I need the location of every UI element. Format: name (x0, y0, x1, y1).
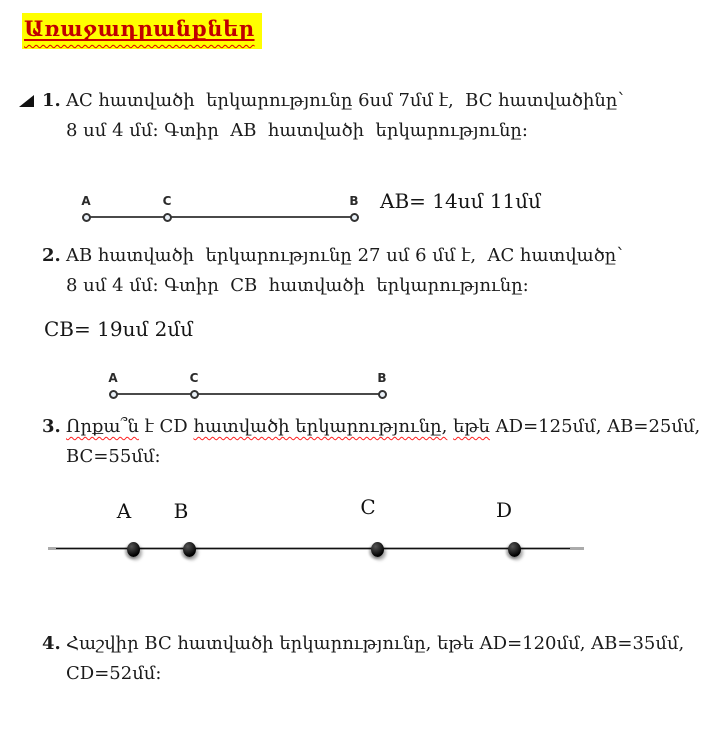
problem-4-line-2 (66, 659, 684, 689)
misspelled-word: Որքա՞ն (66, 416, 139, 437)
diagram-2-label-a: A (108, 371, 118, 385)
diagram-1-point-a-icon (82, 213, 91, 222)
diagram-1-point-c-icon (163, 213, 172, 222)
diagram-2-line (113, 393, 382, 395)
diagram-2-label-c: C (189, 371, 199, 385)
title-highlight (22, 13, 262, 49)
problem-1-number: 1. (42, 90, 61, 111)
problem-2-text-1: AB հատվածի երկարությունը 27 սմ 6 մմ է, AC հատվածը՝ (66, 245, 623, 266)
problem-3-line-1 (42, 412, 700, 442)
diagram-2-point-c-icon (190, 390, 199, 399)
problem-4-number: 4. (42, 633, 61, 654)
plain-text: AD=125մմ, AB=25մմ, (489, 416, 701, 437)
diagram-3-point-a-icon (127, 542, 140, 557)
answer-2: CB= 19սմ 2մմ (44, 317, 194, 341)
list-marker-triangle-icon (19, 92, 34, 104)
problem-2-line-1 (42, 241, 623, 271)
diagram-2-label-b: B (377, 371, 387, 385)
misspelled-word: եթե (453, 416, 490, 437)
diagram-1-point-b-icon (350, 213, 359, 222)
problem-2 (42, 241, 623, 301)
problem-4-text-2: CD=52մմ: (66, 663, 162, 684)
diagram-3-point-b-icon (183, 542, 196, 557)
problem-2-text-2: 8 սմ 4 մմ: Գտիր CB հատվածի երկարությունը: (66, 275, 529, 296)
diagram-3-label-b: B (173, 499, 189, 523)
problem-3-number: 3. (42, 416, 61, 437)
problem-4 (42, 629, 684, 689)
diagram-1-label-b: B (349, 194, 359, 208)
diagram-1-line (86, 216, 354, 218)
problem-1-text-2: 8 սմ 4 մմ: Գտիր AB հատվածի երկարությունը: (66, 120, 528, 141)
problem-3-line-2 (66, 442, 700, 472)
problem-4-text-1: Հաշվիր BC հատվածի երկարությունը, եթե AD=120մմ, AB=35մմ, (66, 633, 685, 654)
answer-1: AB= 14սմ 11մմ (380, 189, 542, 213)
problem-3-text-1 (66, 416, 700, 437)
diagram-3-label-a: A (116, 499, 132, 523)
title-text: Առաջադրանքներ (24, 16, 255, 41)
problem-3-text-2: BC=55մմ: (66, 446, 161, 467)
diagram-1-label-c: C (162, 194, 172, 208)
problem-1-line-1 (42, 86, 624, 116)
diagram-3-point-c-icon (371, 542, 384, 557)
problem-2-line-2 (66, 271, 623, 301)
diagram-3-label-c: C (360, 495, 376, 519)
plain-text: է CD (138, 416, 194, 437)
diagram-1-label-a: A (81, 194, 91, 208)
diagram-3-point-d-icon (508, 542, 521, 557)
misspelled-word: հատվածի երկարությունը, (193, 416, 448, 437)
title-wavy-underline (24, 16, 255, 41)
problem-2-number: 2. (42, 245, 61, 266)
page-title (22, 13, 262, 49)
diagram-2-point-a-icon (109, 390, 118, 399)
diagram-2-point-b-icon (378, 390, 387, 399)
problem-4-line-1 (42, 629, 684, 659)
problem-3 (42, 412, 700, 472)
problem-1-text-1: AC հատվածի երկարությունը 6սմ 7մմ է, BC հատվածինը՝ (66, 90, 624, 111)
problem-1-line-2 (66, 116, 624, 146)
problem-1 (42, 86, 624, 146)
diagram-3-label-d: D (495, 498, 513, 522)
